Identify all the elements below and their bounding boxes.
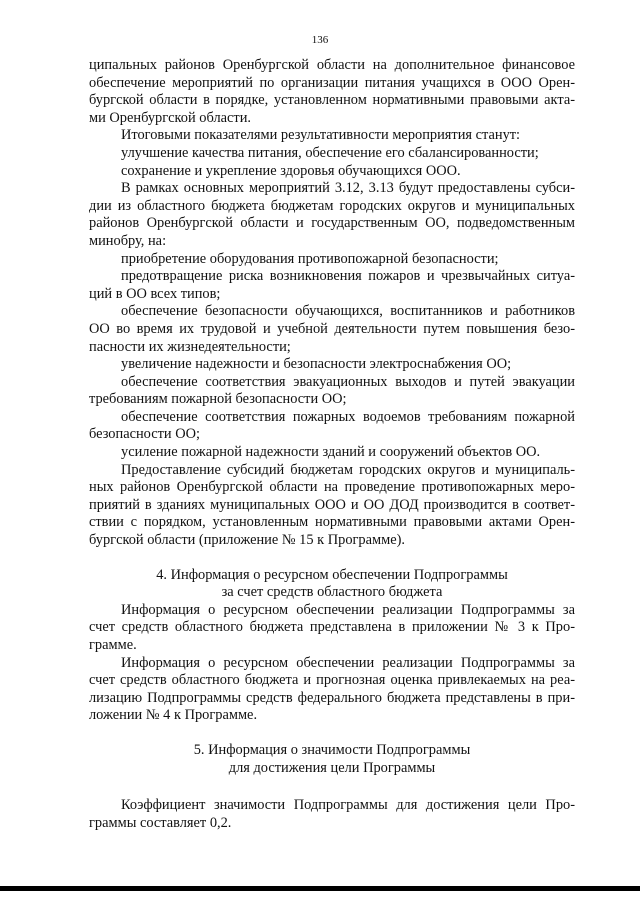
text-line: сохранение и укрепление здоровья обучающихся ООО. — [121, 162, 461, 179]
paragraph-equipment — [89, 251, 575, 269]
text-line: районов Оренбургской области и государственным ОО, подведомственным — [89, 215, 575, 232]
paragraph-procedure — [89, 462, 575, 550]
section-4-heading — [89, 567, 575, 602]
section-5-heading — [89, 742, 575, 777]
paragraph-indicators — [89, 127, 575, 145]
text-line: увеличение надежности и безопасности электроснабжения ОО; — [121, 356, 512, 373]
text-line: бургской области в порядке, установленном нормативными правовыми акта- — [89, 92, 575, 109]
text-line: улучшение качества питания, обеспечение его сбалансированности; — [121, 144, 539, 161]
section-5-paragraph-1 — [89, 797, 575, 832]
text-line: ных районов Оренбургской области на проведение противопожарных меро- — [89, 479, 575, 496]
text-line: ципальных районов Оренбургской области на дополнительное финансовое — [89, 57, 575, 73]
paragraph-water — [89, 409, 575, 444]
spacer — [89, 777, 575, 797]
paragraph-power — [89, 356, 575, 374]
text-line: минобру, на: — [89, 232, 167, 249]
paragraph-subsidies — [89, 180, 575, 250]
text-line: Информация о ресурсном обеспечении реализации Подпрограммы за — [121, 654, 575, 671]
text-line: граммы составляет 0,2. — [89, 814, 232, 831]
text-line: бургской области (приложение № 15 к Программе). — [89, 532, 406, 549]
text-line: обеспечение безопасности обучающихся, воспитанников и работников — [121, 303, 575, 320]
paragraph-buildings — [89, 444, 575, 462]
text-line: Информация о ресурсном обеспечении реализации Подпрограммы за — [121, 601, 575, 618]
text-line: обеспечение соответствия пожарных водоемов требованиям пожарной — [121, 408, 575, 425]
text-line: усиление пожарной надежности зданий и сооружений объектов ОО. — [121, 444, 541, 461]
spacer — [89, 550, 575, 567]
text-line: пасности их жизнедеятельности; — [89, 338, 291, 355]
section-title: 4. Информация о ресурсном обеспечении Подпрограммы — [156, 566, 508, 583]
text-line: Коэффициент значимости Подпрограммы для достижения цели Про- — [121, 797, 575, 814]
paragraph-health — [89, 163, 575, 181]
text-line: ций в ОО всех типов; — [89, 285, 221, 302]
scan-bottom-border — [0, 886, 640, 891]
text-line: ствии с порядком, установленным нормативными правовыми актами Орен- — [89, 514, 575, 531]
text-line: счет средств областного бюджета представлена в приложении № 3 к Про- — [89, 619, 575, 636]
text-line: Итоговыми показателями результативности мероприятия станут: — [121, 127, 521, 144]
text-line: безопасности ОО; — [89, 426, 200, 443]
text-line: обеспечение соответствия эвакуационных выходов и путей эвакуации — [121, 373, 575, 390]
text-line: приобретение оборудования противопожарной безопасности; — [121, 250, 499, 267]
paragraph-exits — [89, 374, 575, 409]
text-line: дии из областного бюджета бюджетам городских округов и муниципальных — [89, 197, 575, 214]
paragraph-safety — [89, 303, 575, 356]
section-4-paragraph-2 — [89, 655, 575, 725]
paragraph-continuation — [89, 57, 575, 127]
paragraph-quality — [89, 145, 575, 163]
section-title: для достижения цели Программы — [228, 759, 436, 776]
document-body — [89, 57, 575, 832]
text-line: ложении № 4 к Программе. — [89, 707, 258, 724]
text-line: лизацию Подпрограммы средств федерального бюджета представлены в при- — [89, 689, 575, 706]
page-number: 136 — [311, 34, 329, 46]
text-line: ОО во время их трудовой и учебной деятельности путем повышения безо- — [89, 320, 575, 337]
text-line: счет средств областного бюджета и прогнозная оценка привлекаемых на реа- — [89, 672, 575, 689]
text-line: предотвращение риска возникновения пожаров и чрезвычайных ситуа- — [121, 268, 575, 285]
text-line: требованиям пожарной безопасности ОО; — [89, 391, 347, 408]
text-line: грамме. — [89, 637, 137, 653]
section-title: 5. Информация о значимости Подпрограммы — [193, 741, 471, 758]
paragraph-prevent — [89, 268, 575, 303]
text-line: Предоставление субсидий бюджетам городских округов и муниципаль- — [121, 461, 575, 478]
section-4-paragraph-1 — [89, 602, 575, 655]
text-line: В рамках основных мероприятий 3.12, 3.13 будут предоставлены субси- — [121, 180, 575, 197]
text-line: обеспечение мероприятий по организации питания учащихся в ООО Орен- — [89, 74, 575, 91]
section-title: за счет средств областного бюджета — [221, 584, 443, 601]
text-line: ми Оренбургской области. — [89, 109, 251, 126]
spacer — [89, 725, 575, 742]
text-line: приятий в зданиях муниципальных ООО и ОО ДОД производится в соответ- — [89, 496, 575, 513]
